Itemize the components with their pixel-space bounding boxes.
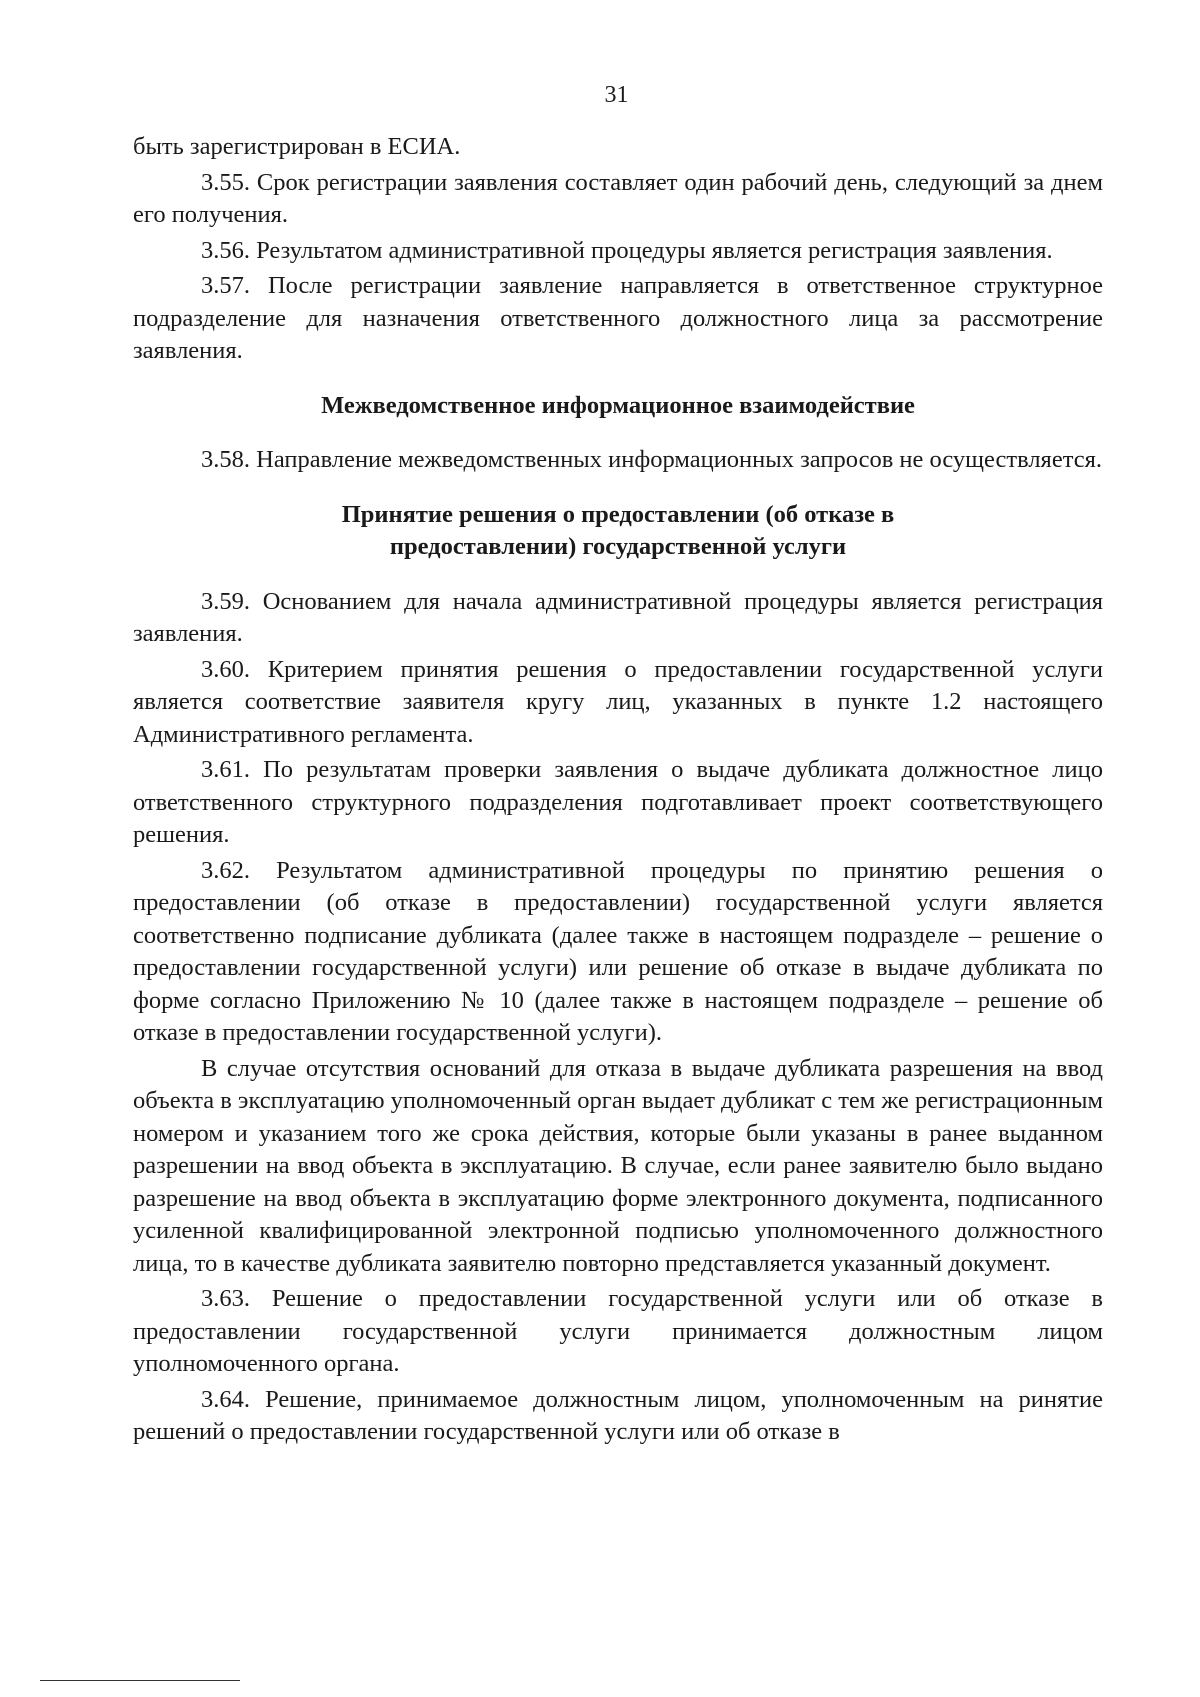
section-heading-interagency: Межведомственное информационное взаимодействие: [321, 391, 915, 419]
paragraph-3-63: 3.63. Решение о предоставлении государственной услуги или об отказе в предоставлении государственной услуги принимается должностным лицом уполномоченного органа.: [133, 1285, 1103, 1377]
paragraph-3-64: 3.64. Решение, принимаемое должностным лицом, уполномоченным на ринятие решений о предоставлении государственной услуги или об отказе в: [133, 1385, 1103, 1445]
paragraph-3-62-continued: В случае отсутствия оснований для отказа в выдаче дубликата разрешения на ввод объекта в эксплуатацию уполномоченный орган выдает дубликат с тем же регистрационным номером и указанием того же срока действия, которые были указаны в ранее выданном разрешении на ввод объекта в эксплуатацию. В случае, если ранее заявителю было выдано разрешение на ввод объекта в эксплуатацию форме электронного документа, подписанного усиленной квалифицированной электронной подписью уполномоченного должностного лица, то в качестве дубликата заявителю повторно представляется указанный документ.: [133, 1054, 1103, 1277]
section-heading-decision: Принятие решения о предоставлении (об отказе в предоставлении) государственной услуги: [341, 500, 895, 560]
paragraph-continuation: быть зарегистрирован в ЕСИА.: [133, 133, 461, 160]
document-body: [133, 131, 1103, 1449]
page-number: 31: [604, 82, 629, 108]
paragraph-3-55: 3.55. Срок регистрации заявления составляет один рабочий день, следующий за днем его получения.: [133, 168, 1103, 228]
paragraph-3-60: 3.60. Критерием принятия решения о предоставлении государственной услуги является соответствие заявителя кругу лиц, указанных в пункте 1.2 настоящего Административного регламента.: [133, 655, 1103, 748]
paragraph-3-62: 3.62. Результатом административной процедуры по принятию решения о предоставлении (об отказе в предоставлении) государственной услуги является соответственно подписание дубликата (далее также в настоящем подразделе – решение о предоставлении государственной услуги) или решение об отказе в выдаче дубликата по форме согласно Приложению № 10 (далее также в настоящем подразделе – решение об отказе в предоставлении государственной услуги).: [133, 856, 1103, 1046]
footer-rule: [40, 1680, 240, 1681]
paragraph-3-59: 3.59. Основанием для начала административной процедуры является регистрация заявления.: [133, 587, 1103, 647]
paragraph-3-58: 3.58. Направление межведомственных информационных запросов не осуществляется.: [201, 446, 1102, 473]
paragraph-3-56: 3.56. Результатом административной процедуры является регистрация заявления.: [201, 236, 1053, 264]
paragraph-3-57: 3.57. После регистрации заявление направляется в ответственное структурное подразделение для назначения ответственного должностного лица за рассмотрение заявления.: [133, 272, 1103, 364]
paragraph-3-61: 3.61. По результатам проверки заявления о выдаче дубликата должностное лицо ответственного структурного подразделения подготавливает проект соответствующего решения.: [133, 756, 1103, 848]
